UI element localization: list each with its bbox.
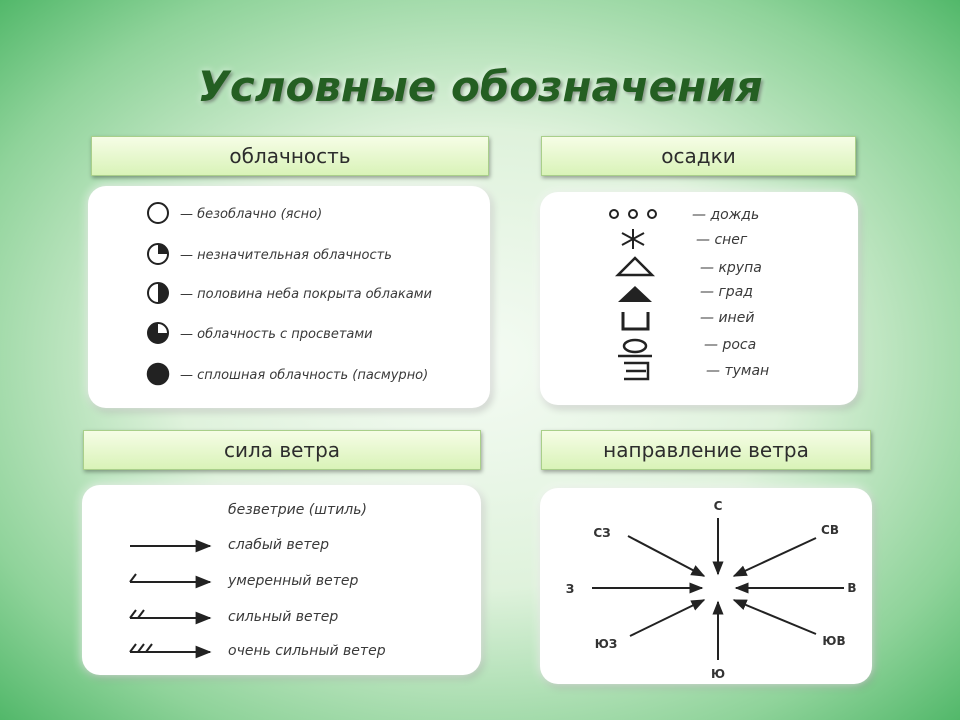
dir-n: С — [713, 499, 723, 513]
wind-force-text-5: очень сильный ветер — [228, 643, 386, 659]
wind-force-text-1: безветрие (штиль) — [228, 502, 367, 518]
open-triangle-icon — [618, 258, 652, 275]
three-quarter-circle-icon — [148, 323, 168, 343]
arrow-from-southeast — [734, 600, 816, 634]
arrow-from-northwest — [628, 536, 704, 576]
page-title: Условные обозначения — [197, 62, 763, 111]
full-circle-icon — [148, 364, 169, 385]
arrow-from-southwest — [630, 600, 704, 636]
cloud-text-4: — облачность с просветами — [180, 327, 373, 342]
frost-bracket-icon — [623, 312, 648, 329]
precip-text-4: — град — [700, 284, 753, 300]
dew-icon — [618, 340, 652, 356]
dir-nw: СЗ — [593, 526, 611, 540]
precip-text-7: — туман — [706, 363, 770, 379]
one-feather-arrow-icon — [130, 574, 210, 582]
empty-circle-icon — [148, 203, 168, 223]
arrow-from-northeast — [734, 538, 816, 576]
rain-circles-icon — [610, 210, 656, 218]
filled-triangle-icon — [618, 286, 652, 302]
wind-direction-panel — [540, 488, 872, 684]
dir-e: В — [847, 581, 857, 595]
precip-text-2: — снег — [696, 232, 748, 248]
precip-text-5: — иней — [700, 310, 755, 326]
precipitation-panel — [540, 192, 858, 405]
cloudiness-label: облачность — [91, 136, 489, 176]
half-circle-icon — [148, 283, 168, 303]
wind-force-label: сила ветра — [83, 430, 481, 470]
precipitation-label: осадки — [541, 136, 856, 176]
dir-se: ЮВ — [822, 634, 846, 648]
wind-force-text-3: умеренный ветер — [228, 573, 359, 589]
three-feather-arrow-icon — [130, 644, 210, 652]
cloud-text-1: — безоблачно (ясно) — [180, 207, 323, 222]
dir-sw: ЮЗ — [594, 637, 618, 651]
precip-text-1: — дождь — [692, 207, 760, 223]
wind-force-panel — [82, 485, 481, 675]
dir-w: З — [565, 582, 575, 596]
dir-s: Ю — [710, 667, 726, 681]
precip-text-3: — крупа — [700, 260, 762, 276]
quarter-circle-icon — [148, 244, 168, 264]
cloud-text-2: — незначительная облачность — [180, 248, 392, 263]
snow-star-icon — [622, 229, 644, 249]
wind-force-text-4: сильный ветер — [228, 609, 339, 625]
wind-direction-label: направление ветра — [541, 430, 871, 470]
wind-force-text-2: слабый ветер — [228, 537, 329, 553]
cloudiness-panel — [88, 186, 490, 408]
two-feather-arrow-icon — [130, 610, 210, 618]
fog-lines-icon — [624, 363, 648, 379]
dir-ne: СВ — [821, 523, 839, 537]
precip-text-6: — роса — [704, 337, 757, 353]
cloud-text-5: — сплошная облачность (пасмурно) — [180, 368, 429, 383]
cloud-text-3: — половина неба покрыта облаками — [180, 287, 432, 302]
